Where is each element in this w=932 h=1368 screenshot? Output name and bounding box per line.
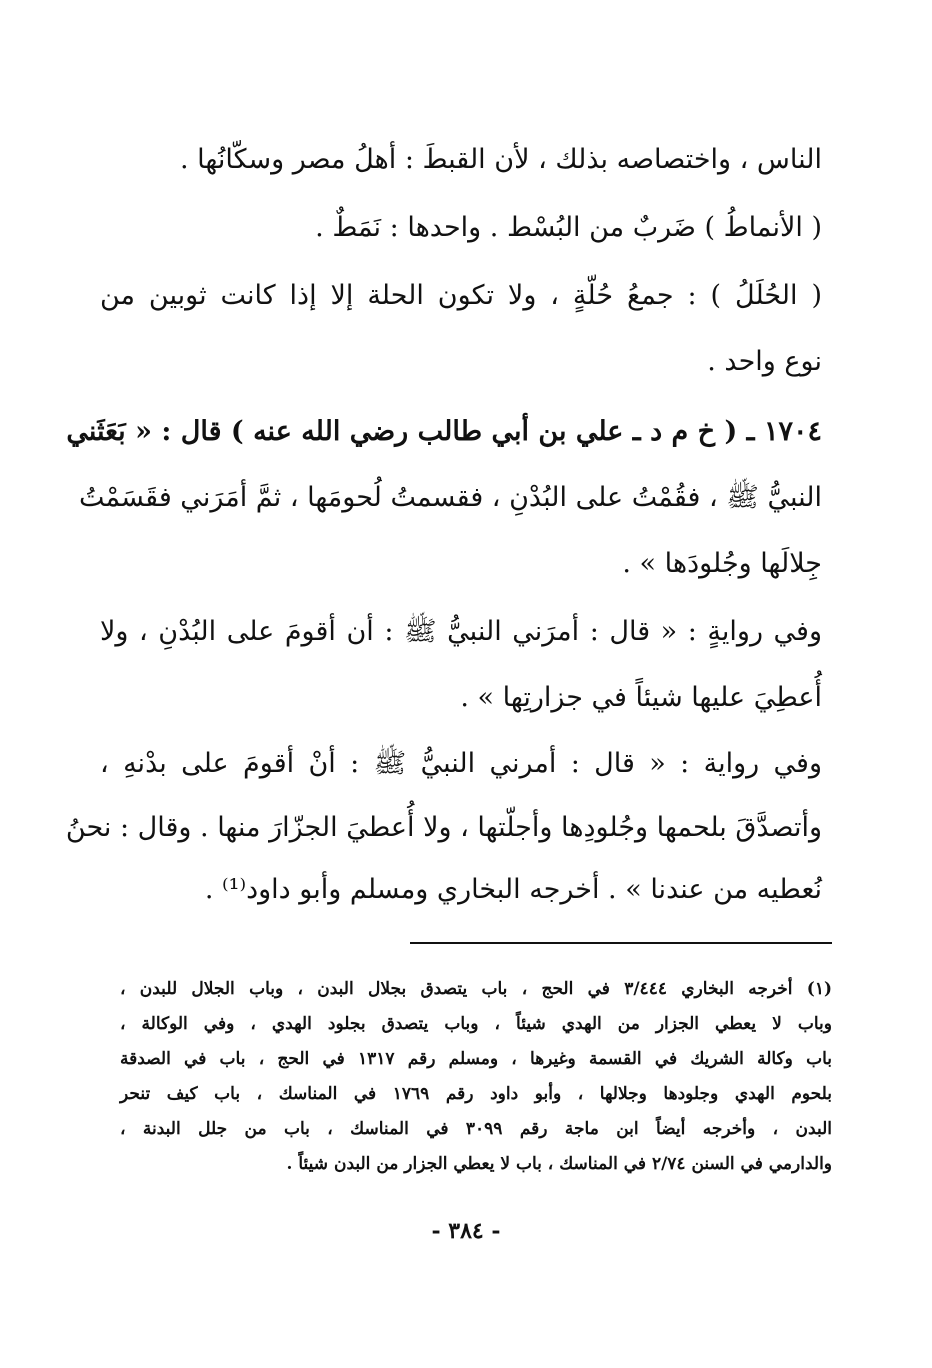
footnote-divider — [410, 942, 832, 944]
body-line-7: جِلالَها وجُلودَها » . — [622, 548, 822, 579]
body-line-10: وفي رواية : « قال : أمرني النبيُّ ﷺ : أنْ أقومَ على بدْنهِ ، — [100, 748, 822, 779]
body-line-9: أُعطِيَ عليها شيئاً في جزارتِها » . — [460, 682, 822, 713]
body-line-6: النبيُّ ﷺ ، فقُمْتُ على البُدْنِ ، فقسمتُ لُحومَها ، ثمَّ أمَرَني فقَسَمْتُ — [78, 482, 822, 513]
hadith-heading-line: ١٧٠٤ ـ ( خ م د ـ علي بن أبي طالب رضي الله عنه ) قال : « بَعَثَني — [66, 416, 822, 447]
body-line-3: ( الحُلَلُ ) : جمعُ حُلّةٍ ، ولا تكون الحلة إلا إذا كانت ثوبين من — [100, 280, 822, 311]
footnote-line-4: بلحوم الهدي وجلودها وجلالها ، وأبو داود رقم ١٧٦٩ في المناسك ، باب كيف تنحر — [120, 1084, 833, 1104]
footnote-line-2: وباب لا يعطي الجزار من الهدي شيئاً ، وباب يتصدق بجلود الهدي ، وفي الوكالة ، — [120, 1014, 832, 1034]
footnote-line-1: (١) أخرجه البخاري ٣/٤٤٤ في الحج ، باب يتصدق بجلال البدن ، وباب الجلال للبدن ، — [120, 979, 832, 999]
body-line-2: ( الأنماطُ ) ضَربٌ من البُسْط . واحدها : نَمَطٌ . — [315, 212, 822, 243]
body-line-11: وأتصدَّقَ بلحمها وجُلودِها وأجلّتها ، ولا أُعطيَ الجزّارَ منها . وقال : نحنُ — [65, 812, 822, 843]
footnote-line-5: البدن ، وأخرجه أيضاً ابن ماجة رقم ٣٠٩٩ في المناسك ، باب من جلل البدنة ، — [120, 1119, 832, 1139]
body-line-8: وفي روايةٍ : « قال : أمرَني النبيُّ ﷺ : أن أقومَ على البُدْنِ ، ولا — [100, 616, 822, 647]
body-line-12: نُعطيه من عندنا » . أخرجه البخاري ومسلم وأبو داود⁽¹⁾ . — [204, 874, 822, 905]
body-line-1: الناس ، واختصاصه بذلك ، لأن القبطَ : أهلُ مصر وسكّانُها . — [179, 144, 822, 175]
footnote-line-6: والدارمي في السنن ٢/٧٤ في المناسك ، باب لا يعطي الجزار من البدن شيئاً . — [286, 1154, 832, 1174]
page-number: - ٣٨٤ - — [431, 1218, 501, 1244]
body-line-4: نوع واحد . — [707, 346, 822, 377]
footnote-line-3: باب وكالة الشريك في القسمة وغيرها ، ومسلم رقم ١٣١٧ في الحج ، باب في الصدقة — [120, 1049, 832, 1069]
